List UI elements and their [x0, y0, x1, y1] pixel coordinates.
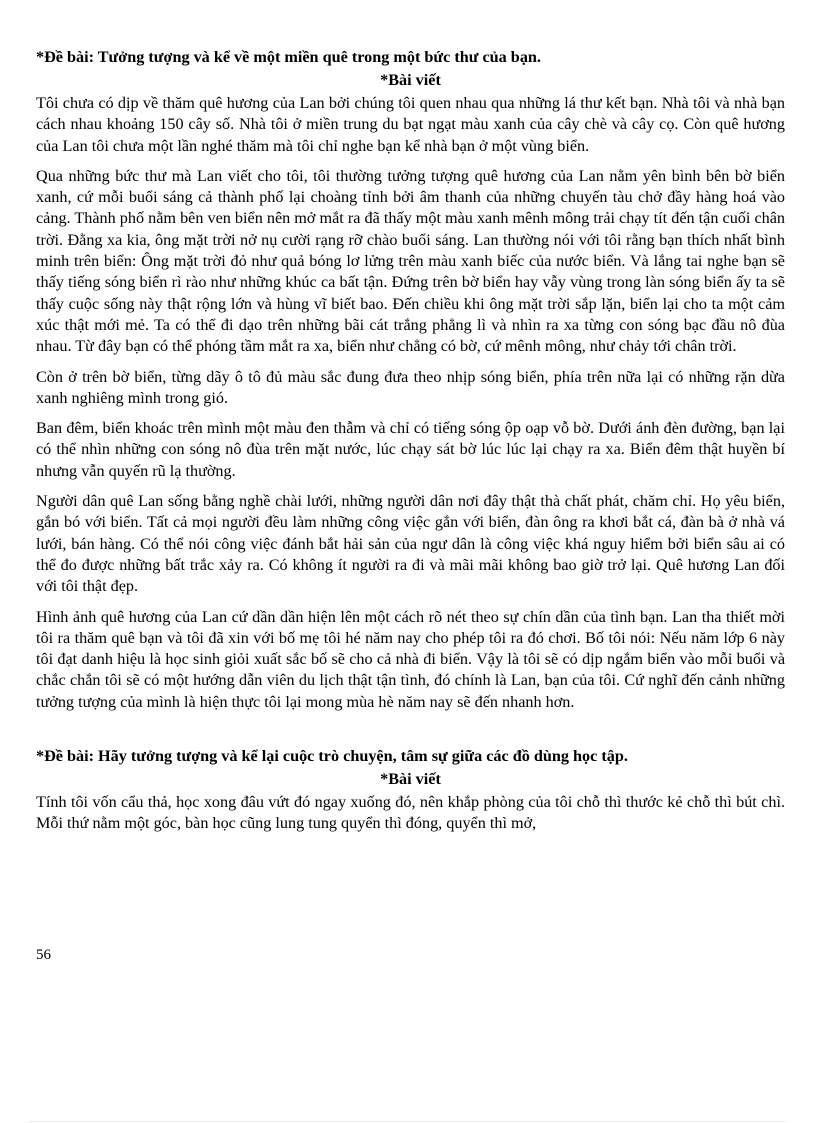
section-1-paragraph-4: Ban đêm, biển khoác trên mình một màu đen thẫm và chỉ có tiếng sóng ộp oạp vỗ bờ. Dưới ánh đèn đường, bạn lại có thể nhìn những con sóng nô đùa trên mặt nước, lúc chạy sát bờ lúc lúc lại chạy ra xa. Biển đêm thật huyền bí nhưng vẫn quyến rũ lạ thường.	[36, 419, 785, 480]
footer-divider	[30, 1121, 786, 1122]
section-spacer	[36, 722, 785, 745]
section-2-paragraph-1: Tính tôi vốn cẩu thả, học xong đâu vứt đó ngay xuống đó, nên khắp phòng của tôi chỗ thì thước kẻ chỗ thì bút chì. Mỗi thứ nằm một góc, bàn học cũng lung tung quyển thì đóng, quyển thì mở,	[36, 793, 785, 833]
section-1-paragraph-1: Tôi chưa có dịp về thăm quê hương của Lan bởi chúng tôi quen nhau qua những lá thư kết bạn. Nhà tôi và nhà bạn cách nhau khoảng 150 cây số. Nhà tôi ở miền trung du bạt ngạt màu xanh của cây chè và cây cọ. Còn quê hương của Lan tôi chưa một lần nghé thăm mà tôi chỉ nghe bạn kể nhà bạn ở một vùng biển.	[36, 94, 785, 155]
section-2-heading: *Đề bài: Hãy tưởng tượng và kể lại cuộc trò chuyện, tâm sự giữa các đồ dùng học tập.	[36, 747, 628, 766]
page-number: 56	[36, 947, 51, 963]
section-1-paragraph-3: Còn ở trên bờ biển, từng dãy ô tô đủ màu sắc đung đưa theo nhịp sóng biển, phía trên nữa lại có những rặn dừa xanh nghiêng mình trong gió.	[36, 367, 785, 407]
section-1-subheading: *Bài viết	[380, 71, 441, 89]
section-1-paragraph-2: Qua những bức thư mà Lan viết cho tôi, tôi thường tưởng tượng quê hương của Lan nằm yên bình bên bờ biển xanh, cứ mỗi buổi sáng cả thành phố lại choàng tỉnh bởi âm thanh của những chuyến tàu chở đầy hàng hoá vào cảng. Thành phố nằm bên ven biển nên mở mắt ra đã thấy một màu xanh mênh mông trải chạy tít đến tận cuối chân trời. Đằng xa kia, ông mặt trời nở nụ cười rạng rỡ chào buổi sáng. Lan thường nói với tôi rằng bạn thích nhất bình minh trên biển: Ông mặt trời đỏ như quả bóng lơ lửng trên màu xanh biếc của nước biển. Và lắng tai nghe bạn sẽ thấy tiếng sóng biển rì rào như những khúc ca bất tận. Đứng trên bờ biển hay vẫy vùng trong làn sóng biển ấy ta sẽ thấy cuộc sống này thật rộng lớn và hùng vĩ biết bao. Đến chiều khi ông mặt trời sắp lặn, biển lại cho ta một cảm xúc thật mới mẻ. Ta có thể đi dạo trên những bãi cát trắng phẳng lì và nhìn ra xa từng con sóng bạc đầu nô đùa nhau. Từ đây bạn có thể phóng tầm mắt ra xa, biển như chẳng có bờ, cứ mênh mông, như chảy tới chân trời.	[36, 166, 785, 356]
essay-section-1	[36, 46, 785, 713]
essay-section-2	[36, 745, 785, 835]
document-page	[36, 46, 785, 844]
section-1-paragraph-5: Người dân quê Lan sống bằng nghề chài lưới, những người dân nơi đây thật thà chất phát, chăm chỉ. Họ yêu biển, gắn bó với biển. Tất cả mọi người đều làm những công việc gắn với biển, đàn ông ra khơi bắt cá, đàn bà ở nhà vá lưới, bán hàng. Có thể nói công việc đánh bắt hải sản của ngư dân là công việc khá nguy hiểm bởi biển sâu ai có thể đo được những bất trắc xảy ra. Có không ít người ra đi và mãi mãi không bao giờ trở lại. Quê hương Lan đối với tôi thật đẹp.	[36, 492, 785, 596]
section-1-paragraph-6: Hình ảnh quê hương của Lan cứ dần dần hiện lên một cách rõ nét theo sự chín dần của tình bạn. Lan tha thiết mời tôi ra thăm quê bạn và tôi đã xin với bố mẹ tôi hé năm nay cho phép tôi ra đó chơi. Bố tôi nói: Nếu năm lớp 6 này tôi đạt danh hiệu là học sinh giỏi xuất sắc bố sẽ cho cả nhà đi biển. Vậy là tôi sẽ có dịp ngắm biển vào mỗi buổi và chắc chắn tôi sẽ có một hướng dẫn viên du lịch thật tận tình, đó chính là Lan, bạn của tôi. Cứ nghĩ đến cảnh những tưởng tượng của mình là hiện thực tôi lại mong mùa hè năm nay sẽ đến nhanh hơn.	[36, 607, 785, 711]
section-1-heading: *Đề bài: Tưởng tượng và kể về một miền quê trong một bức thư của bạn.	[36, 48, 541, 66]
section-2-subheading: *Bài viết	[380, 770, 441, 789]
